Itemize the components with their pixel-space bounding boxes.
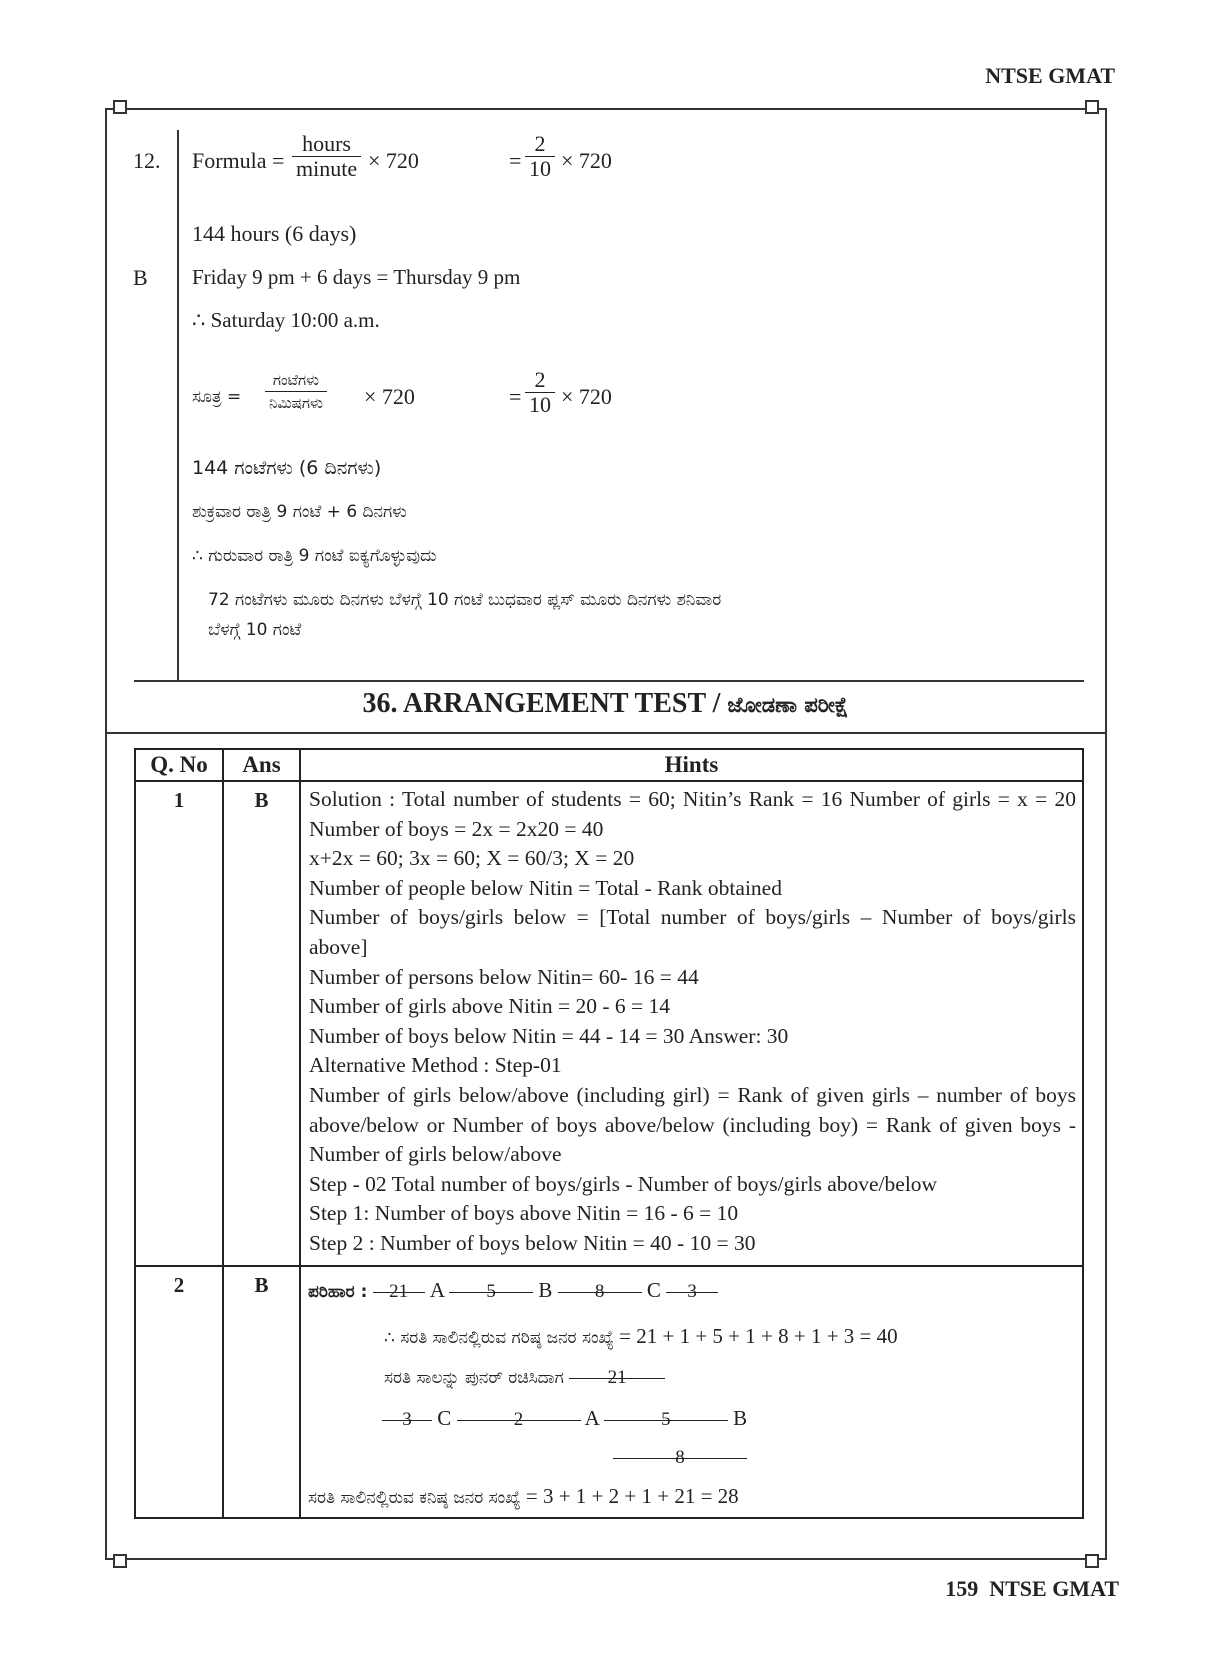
gap-arrow: 21 — [569, 1367, 665, 1389]
kn-formula-label: ಸೂತ್ರ = — [192, 387, 242, 407]
table-row — [135, 781, 1083, 1266]
header-ans: Ans — [223, 749, 300, 781]
gap-arrow: 3 — [382, 1409, 432, 1431]
formula-fraction — [292, 132, 361, 181]
person-b: B — [538, 1277, 553, 1302]
hint-line: Number of people below Nitin = Total - Rank obtained — [309, 875, 782, 900]
q12-line1: 144 hours (6 days) — [192, 221, 357, 246]
hint-line: Number of girls below/above (including girl) = Rank of given girls – number of boys above/below or Number of boys above/below (including boy) = Rank of given boys - Number of girls below/above — [309, 1082, 1076, 1167]
kn-eq-numerator: 2 — [525, 368, 555, 393]
person-a: A — [584, 1405, 599, 1430]
kn-line4: 72 ಗಂಟೆಗಳು ಮೂರು ದಿನಗಳು ಬೆಳಗ್ಗೆ 10 ಗಂಟೆ ಬುಧವಾರ ಪ್ಲಸ್ ಮೂರು ದಿನಗಳು ಶನಿವಾರ — [208, 590, 722, 610]
kn-eq-fraction — [525, 368, 555, 417]
solution-label: ಪರಿಹಾರ : — [308, 1281, 368, 1302]
formula-multiplier: × 720 — [368, 148, 419, 173]
answer-table — [134, 748, 1084, 1519]
section-title-en: 36. ARRANGEMENT TEST / — [362, 688, 721, 719]
formula-label: Formula = — [192, 148, 285, 173]
kn-line2: ಶುಕ್ರವಾರ ರಾತ್ರಿ 9 ಗಂಟೆ + 6 ದಿನಗಳು — [192, 502, 407, 522]
kn-formula-denominator: ನಿಮಿಷಗಳು — [269, 394, 323, 412]
seq2 — [382, 1406, 747, 1431]
gap-arrow: 21 — [373, 1281, 425, 1303]
frame-corner-br — [1085, 1554, 1099, 1568]
row1-ans: B — [223, 781, 300, 1266]
section-rule — [105, 732, 1107, 734]
eq-numerator: 2 — [525, 132, 555, 157]
seq3 — [613, 1444, 747, 1469]
junior-count-line: ಸರತಿ ಸಾಲಿನಲ್ಲಿರುವ ಕನಿಷ್ಠ ಜನರ ಸಂಖ್ಯೆ = 3 + 1 + 2 + 1 + 21 = 28 — [308, 1483, 739, 1508]
hint-line: Alternative Method : Step-01 — [309, 1053, 562, 1078]
table-row — [135, 1266, 1083, 1518]
hint-line: Number of girls above Nitin = 20 - 6 = 14 — [309, 994, 671, 1019]
gap-arrow: 8 — [558, 1281, 642, 1303]
frame-corner-tl — [113, 100, 127, 114]
rearrange-line: ಸರತಿ ಸಾಲನ್ನು ಪುನರ್ ರಚಿಸಿದಾಗ 21 — [384, 1364, 665, 1389]
person-b: B — [733, 1405, 748, 1430]
hint-line: Step - 02 Total number of boys/girls - Number of boys/girls above/below — [309, 1171, 938, 1196]
kn-line1: 144 ಗಂಟೆಗಳು (6 ದಿನಗಳು) — [192, 457, 382, 479]
hint-line: Step 1: Number of boys above Nitin = 16 - 6 = 10 — [309, 1201, 739, 1226]
row2-qno: 2 — [135, 1266, 223, 1518]
person-a: A — [429, 1277, 444, 1302]
hint-line: Solution : Total number of students = 60; Nitin’s Rank = 16 Number of girls = x = 20 Number of boys = 2x = 2x20 = 40 — [309, 787, 1076, 841]
kn-formula-multiplier: × 720 — [364, 384, 415, 409]
formula-denominator: minute — [296, 156, 358, 181]
table-header-row — [135, 749, 1083, 781]
kn-eq-sign: = — [509, 384, 522, 409]
kn-line3: ∴ ಗುರುವಾರ ರಾತ್ರಿ 9 ಗಂಟೆ ಐಕ್ಯಗೊಳ್ಳುವುದು — [192, 546, 437, 566]
kn-eq-multiplier: × 720 — [561, 384, 612, 409]
kn-eq-denominator: 10 — [529, 392, 551, 417]
page-number: 159 — [945, 1576, 979, 1601]
formula-numerator: hours — [292, 132, 361, 157]
kn-formula-fraction — [265, 369, 327, 414]
frame-corner-tr — [1085, 100, 1099, 114]
hint-line: Number of boys below Nitin = 44 - 14 = 30 Answer: 30 — [309, 1023, 789, 1048]
eq-fraction — [525, 132, 555, 181]
hint-line: x+2x = 60; 3x = 60; X = 60/3; X = 20 — [309, 846, 635, 871]
gap-arrow: 8 — [613, 1447, 747, 1469]
kn-formula-numerator: ಗಂಟೆಗಳು — [265, 369, 327, 392]
person-c: C — [646, 1277, 661, 1302]
row2-hints — [300, 1266, 1083, 1518]
footer-title: NTSE GMAT — [989, 1576, 1119, 1601]
eq-denominator: 10 — [529, 156, 551, 181]
gap-arrow: 2 — [457, 1409, 581, 1431]
gap-arrow: 5 — [604, 1409, 728, 1431]
header-title: NTSE GMAT — [985, 63, 1115, 88]
q12-bottom-rule — [134, 680, 1084, 682]
row1-hints — [300, 781, 1083, 1266]
eq-sign: = — [509, 148, 522, 173]
section-title — [0, 688, 1211, 720]
q12-answer: B — [133, 265, 148, 290]
senior-count-line: ∴ ಸರತಿ ಸಾಲಿನಲ್ಲಿರುವ ಗರಿಷ್ಠ ಜನರ ಸಂಖ್ಯೆ = 21 + 1 + 5 + 1 + 8 + 1 + 3 = 40 — [384, 1323, 898, 1348]
header-qno: Q. No — [135, 749, 223, 781]
gap-arrow: 5 — [449, 1281, 533, 1303]
q12-line3: ∴ Saturday 10:00 a.m. — [192, 308, 380, 332]
gap-arrow: 3 — [666, 1281, 718, 1303]
kn-line5: ಬೆಳಗ್ಗೆ 10 ಗಂಟೆ — [208, 620, 302, 640]
hint-line: Number of boys/girls below = [Total number of boys/girls – Number of boys/girls above] — [309, 905, 1076, 959]
seq1 — [308, 1278, 718, 1303]
section-title-kn: ಜೋಡಣಾ ಪರೀಕ್ಷೆ — [727, 693, 849, 717]
hint-line: Step 2 : Number of boys below Nitin = 40 - 10 = 30 — [309, 1230, 756, 1255]
row1-qno: 1 — [135, 781, 223, 1266]
q12-number: 12. — [133, 148, 161, 173]
footer — [945, 1576, 1119, 1602]
hint-line: Number of persons below Nitin= 60- 16 = 44 — [309, 964, 699, 989]
frame-corner-bl — [113, 1554, 127, 1568]
header-hints: Hints — [300, 749, 1083, 781]
row2-ans: B — [223, 1266, 300, 1518]
person-c: C — [437, 1405, 452, 1430]
q12-divider — [177, 130, 179, 682]
q12-line2: Friday 9 pm + 6 days = Thursday 9 pm — [192, 265, 521, 289]
eq-multiplier: × 720 — [561, 148, 612, 173]
